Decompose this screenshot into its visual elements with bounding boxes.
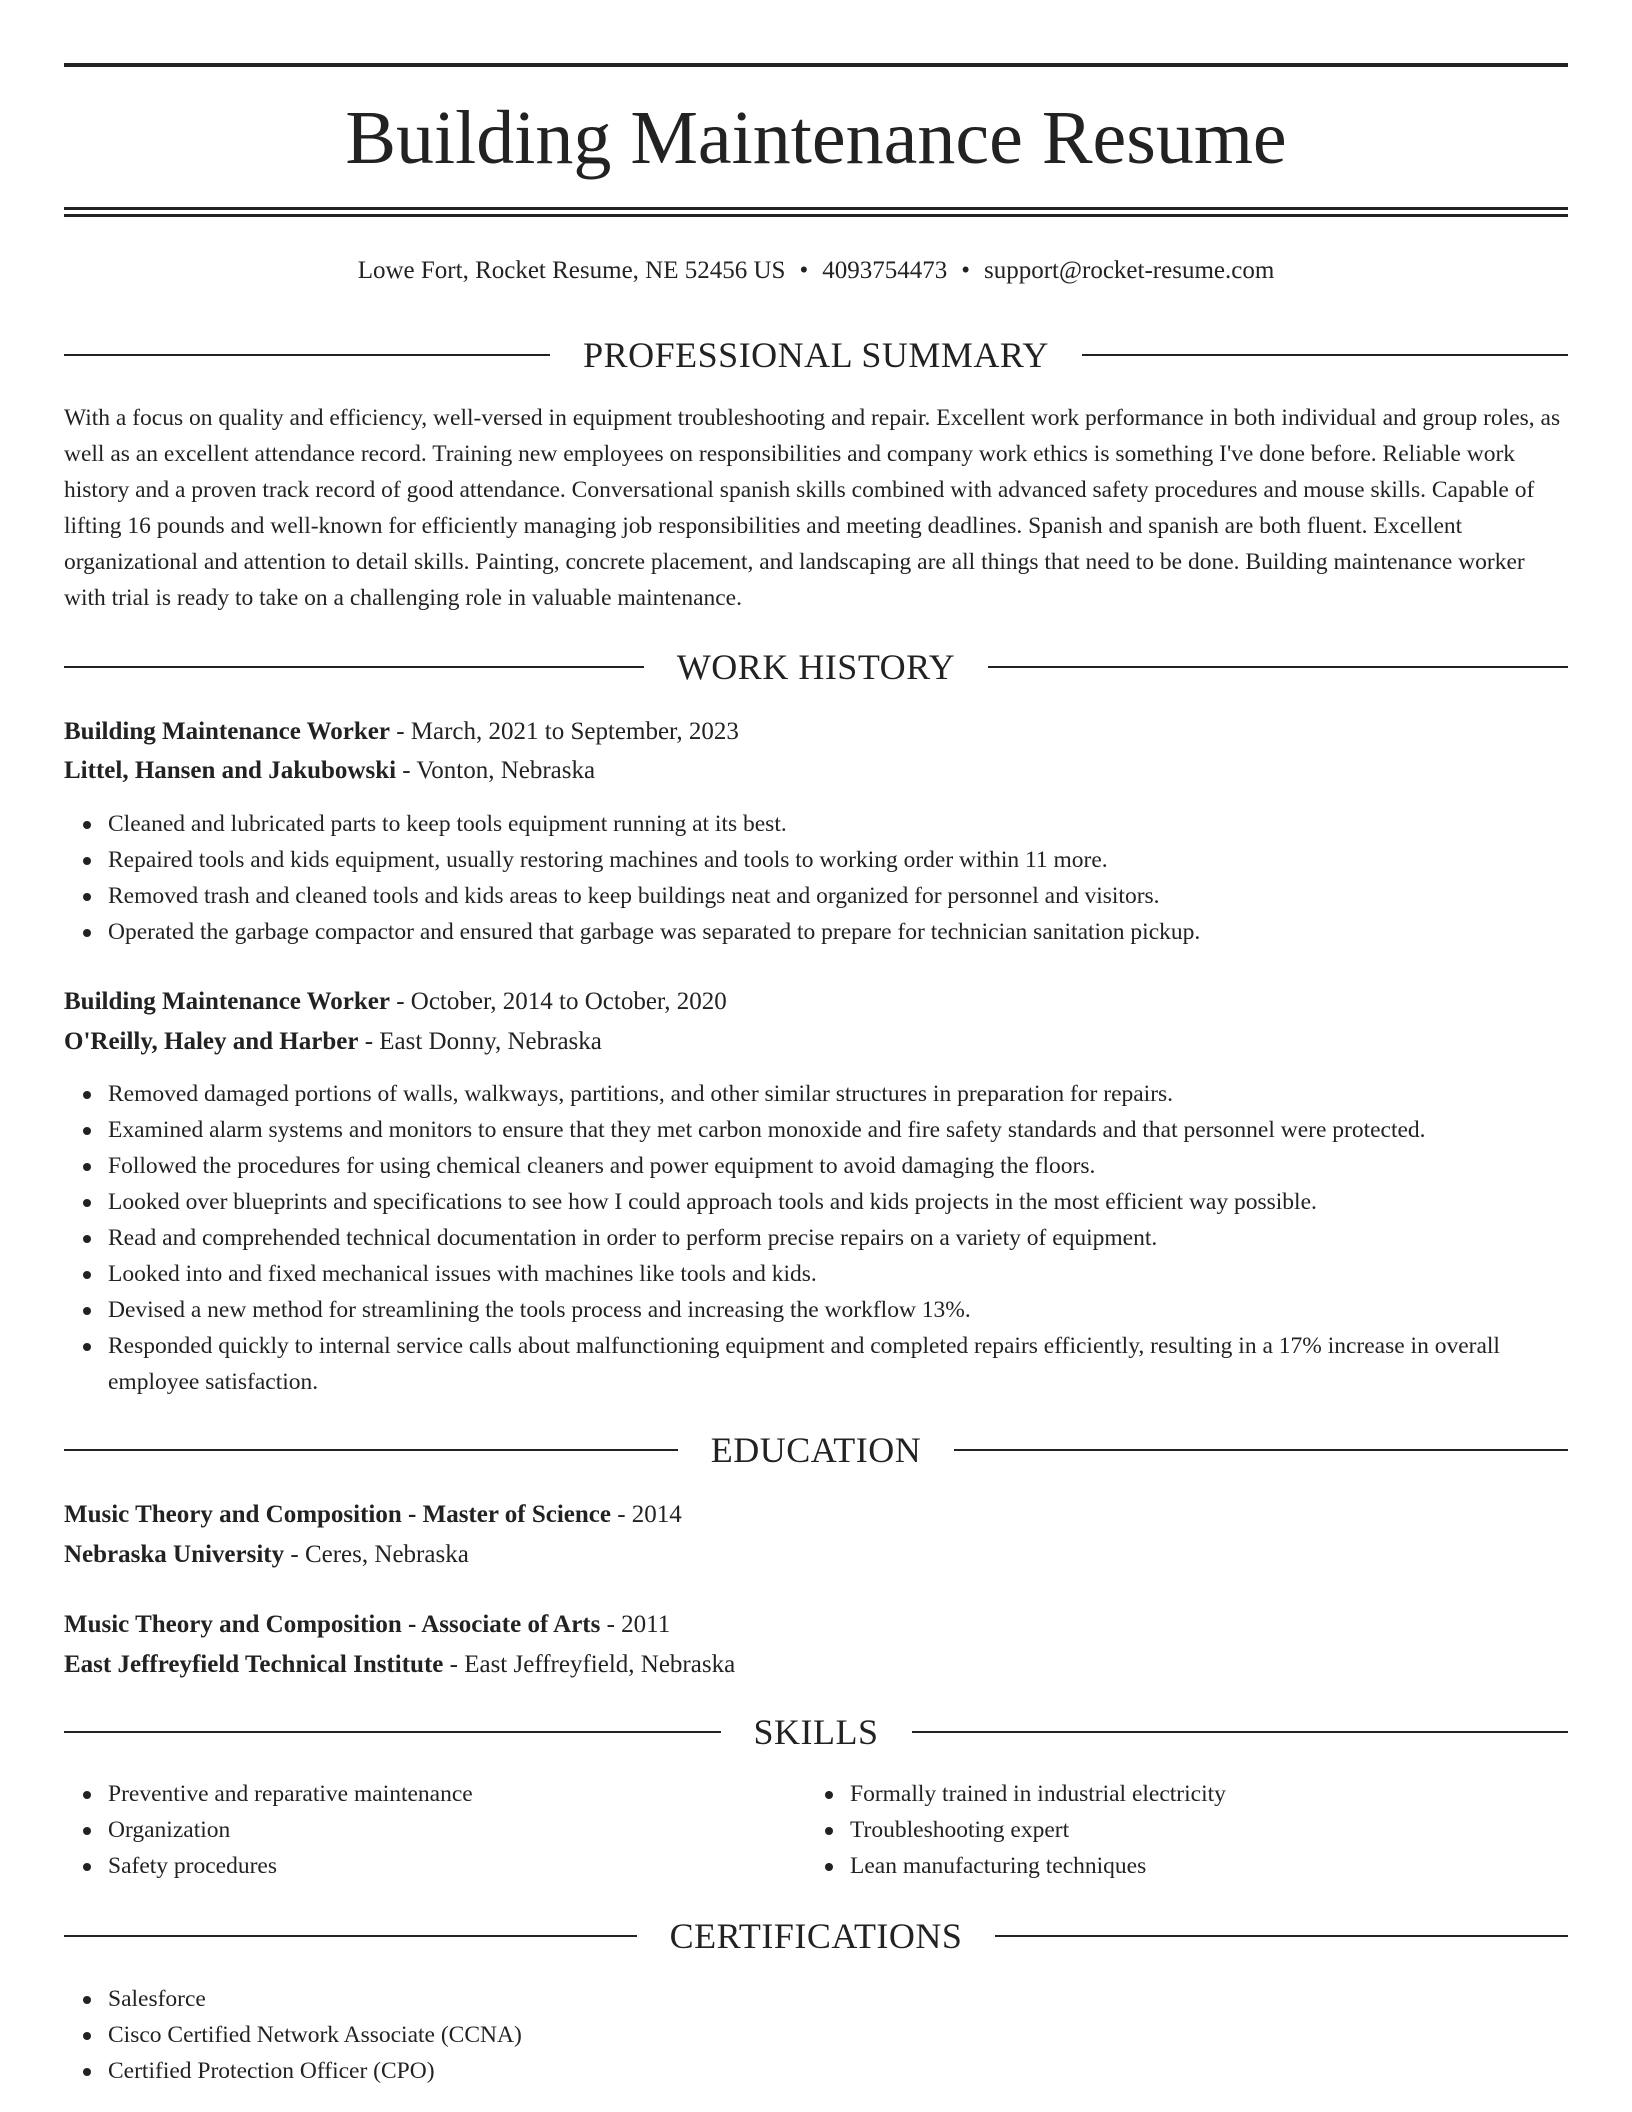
education-year: - 2014 [610,1501,682,1528]
skill-item: Formally trained in industrial electricity [850,1776,1550,1812]
education-degree: Music Theory and Composition - Associate of Arts [64,1611,601,1638]
certification-item: Certified Protection Officer (CPO) [108,2053,1568,2089]
education-degree: Music Theory and Composition - Master of Science [64,1501,611,1528]
section-header-work [64,645,1568,689]
skill-item: Organization [108,1812,808,1848]
certification-item: Salesforce [108,1981,1568,2017]
skill-item: Safety procedures [108,1848,808,1884]
job-location: - East Donny, Nebraska [358,1028,602,1055]
list-item: Removed trash and cleaned tools and kids areas to keep buildings neat and organized for personnel and visitors. [108,878,1568,914]
education-degree-line [64,1607,1568,1643]
job-title-line [64,984,1568,1020]
skill-item: Lean manufacturing techniques [850,1848,1550,1884]
section-rule [64,666,644,668]
contact-phone: 4093754473 [822,257,948,284]
section-rule [995,1935,1568,1937]
certification-item: Cisco Certified Network Associate (CCNA) [108,2017,1568,2053]
section-rule [64,1449,678,1451]
education-location: - East Jeffreyfield, Nebraska [443,1651,736,1678]
section-rule [64,1731,721,1733]
section-title: CERTIFICATIONS [669,1916,963,1956]
education-school: East Jeffreyfield Technical Institute [64,1651,444,1678]
education-degree-line [64,1497,1568,1533]
section-header-certifications [64,1914,1568,1958]
summary-text: With a focus on quality and efficiency, well-versed in equipment troubleshooting and repair. Excellent work performance in both individual and group roles, as well as an excellent attendance record. Training new employees on responsibilities and company work ethics is something I've done before. Reliable work history and a proven track record of good attendance. Conversational spanish skills combined with advanced safety procedures and mouse skills. Capable of lifting 16 pounds and well-known for efficiently managing job responsibilities and meeting deadlines. Spanish and spanish are both fluent. Excellent organizational and attention to detail skills. Painting, concrete placement, and landscaping are all things that need to be done. Building maintenance worker with trial is ready to take on a challenging role in valuable maintenance. [64,405,1561,611]
contact-line [64,254,1568,288]
list-item: Removed damaged portions of walls, walkways, partitions, and other similar structures in preparation for repairs. [108,1076,1568,1112]
skills-list-right [806,1776,1550,1884]
job-dates: - March, 2021 to September, 2023 [389,718,739,745]
section-header-skills [64,1710,1568,1754]
job-dates: - October, 2014 to October, 2020 [389,988,727,1015]
skill-item: Troubleshooting expert [850,1812,1550,1848]
skills-list-left [64,1776,808,1884]
section-rule [1082,354,1568,356]
title-double-rule [64,207,1568,217]
skill-item: Preventive and reparative maintenance [108,1776,808,1812]
section-rule [912,1731,1569,1733]
education-school-line [64,1647,1568,1683]
list-item: Looked into and fixed mechanical issues with machines like tools and kids. [108,1256,1568,1292]
list-item: Followed the procedures for using chemical cleaners and power equipment to avoid damaging the floors. [108,1148,1568,1184]
job-company-line [64,1024,1568,1060]
list-item: Responded quickly to internal service calls about malfunctioning equipment and completed repairs efficiently, resulting in a 17% increase in overall employee satisfaction. [108,1328,1568,1400]
education-school-line [64,1537,1568,1573]
job-bullets [64,1076,1568,1400]
section-title: SKILLS [753,1712,879,1752]
contact-separator: • [961,257,970,284]
job-bullets [64,806,1568,950]
section-title: WORK HISTORY [676,647,956,687]
contact-separator: • [799,257,809,284]
contact-email: support@rocket-resume.com [983,257,1275,284]
job-company-line [64,753,1568,789]
job-title: Building Maintenance Worker [64,718,390,745]
list-item: Operated the garbage compactor and ensured that garbage was separated to prepare for technician sanitation pickup. [108,914,1568,950]
section-rule [64,354,550,356]
list-item: Devised a new method for streamlining the tools process and increasing the workflow 13%. [108,1292,1568,1328]
section-header-education [64,1428,1568,1472]
list-item: Read and comprehended technical documentation in order to perform precise repairs on a variety of equipment. [108,1220,1568,1256]
job-title: Building Maintenance Worker [64,988,390,1015]
section-title: EDUCATION [710,1430,922,1470]
job-location: - Vonton, Nebraska [396,757,596,784]
section-header-summary [64,333,1568,377]
list-item: Looked over blueprints and specifications to see how I could approach tools and kids projects in the most efficient way possible. [108,1184,1568,1220]
top-rule [64,63,1568,67]
list-item: Examined alarm systems and monitors to ensure that they met carbon monoxide and fire safety standards and that personnel were protected. [108,1112,1568,1148]
job-company: Littel, Hansen and Jakubowski [64,757,397,784]
contact-address: Lowe Fort, Rocket Resume, NE 52456 US [357,257,786,284]
education-school: Nebraska University [64,1541,285,1568]
list-item: Cleaned and lubricated parts to keep tools equipment running at its best. [108,806,1568,842]
section-rule [64,1935,637,1937]
education-location: - Ceres, Nebraska [284,1541,469,1568]
list-item: Repaired tools and kids equipment, usually restoring machines and tools to working order within 11 more. [108,842,1568,878]
resume-title: Building Maintenance Resume [345,96,1287,180]
job-title-line [64,714,1568,750]
section-rule [954,1449,1568,1451]
section-rule [988,666,1568,668]
certifications-list [64,1981,1568,2089]
job-company: O'Reilly, Haley and Harber [64,1028,359,1055]
section-title: PROFESSIONAL SUMMARY [583,335,1049,375]
education-year: - 2011 [600,1611,671,1638]
